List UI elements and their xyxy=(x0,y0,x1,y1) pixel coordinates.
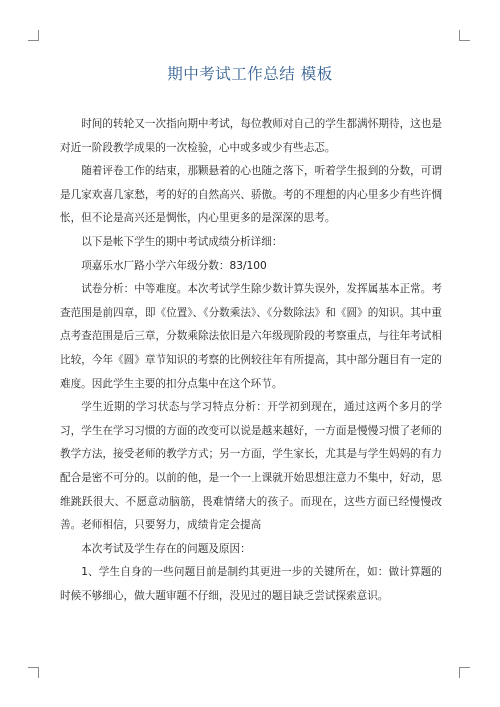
paragraph-student-analysis: 学生近期的学习状态与学习特点分析：开学初到现在，通过这两个多月的学习，学生在学习习惯的方面的改变可以说是越来越好，一方面是慢慢习惯了老师的教学方法，接受老师的教学方式；另一方面，学生家长，尤其是与学生妈妈的有力配合是密不可分的。以前的他，是一个一上课就开始思想注意力不集中，好动，思维跳跃很大、不愿意动脑筋，畏难情绪大的孩子。而现在，这些方面已经慢慢改善。老师相信，只要努力，成绩肯定会提高 xyxy=(60,401,442,532)
paragraph-problem-1: 1、学生自身的一些问题目前是制约其更进一步的关键所在，如：做计算题的时候不够细心，做大题审题不仔细，没见过的题目缺乏尝试探索意识。 xyxy=(60,566,442,602)
crop-mark-top-right xyxy=(459,30,470,41)
crop-mark-top-left xyxy=(28,30,39,41)
paragraph-exam-analysis: 试卷分析：中等难度。本次考试学生除少数计算失误外，发挥属基本正常。考查范围是前四章，即《位置》、《分数乘法》、《分数除法》和《圆》的知识。其中重点考查范围是后三章，分数乘除法依旧是六年级现阶段的考察重点，与往年考试相比较，今年《圆》章节知识的考察的比例较往年有所提高，其中部分题目有一定的难度。因此学生主要的扣分点集中在这个环节。 xyxy=(60,283,442,390)
crop-mark-bottom-right xyxy=(459,667,470,678)
paragraph-problems-heading: 本次考试及学生存在的问题及原因： xyxy=(81,542,251,555)
paragraph-intro: 时间的转轮又一次指向期中考试，每位教师对自己的学生都满怀期待，这也是对近一阶段教学成果的一次检验，心中或多或少有些忐忑。 xyxy=(60,118,442,154)
paragraph-grading: 随着评卷工作的结束，那颗悬着的心也随之落下，听着学生报到的分数，可谓是几家欢喜几家愁，考的好的自然高兴、骄傲。考的不理想的内心里多少有些许惆怅，但不论是高兴还是惆怅，内心里更多的是深深的思考。 xyxy=(60,165,442,225)
paragraph-lead: 以下是帐下学生的期中考试成绩分析详细： xyxy=(81,235,283,248)
document-title: 期中考试工作总结 模板 xyxy=(167,65,333,83)
paragraph-score: 项嘉乐水厂路小学六年级分数：83/100 xyxy=(81,259,267,272)
crop-mark-bottom-left xyxy=(28,667,39,678)
document-body xyxy=(60,113,442,608)
